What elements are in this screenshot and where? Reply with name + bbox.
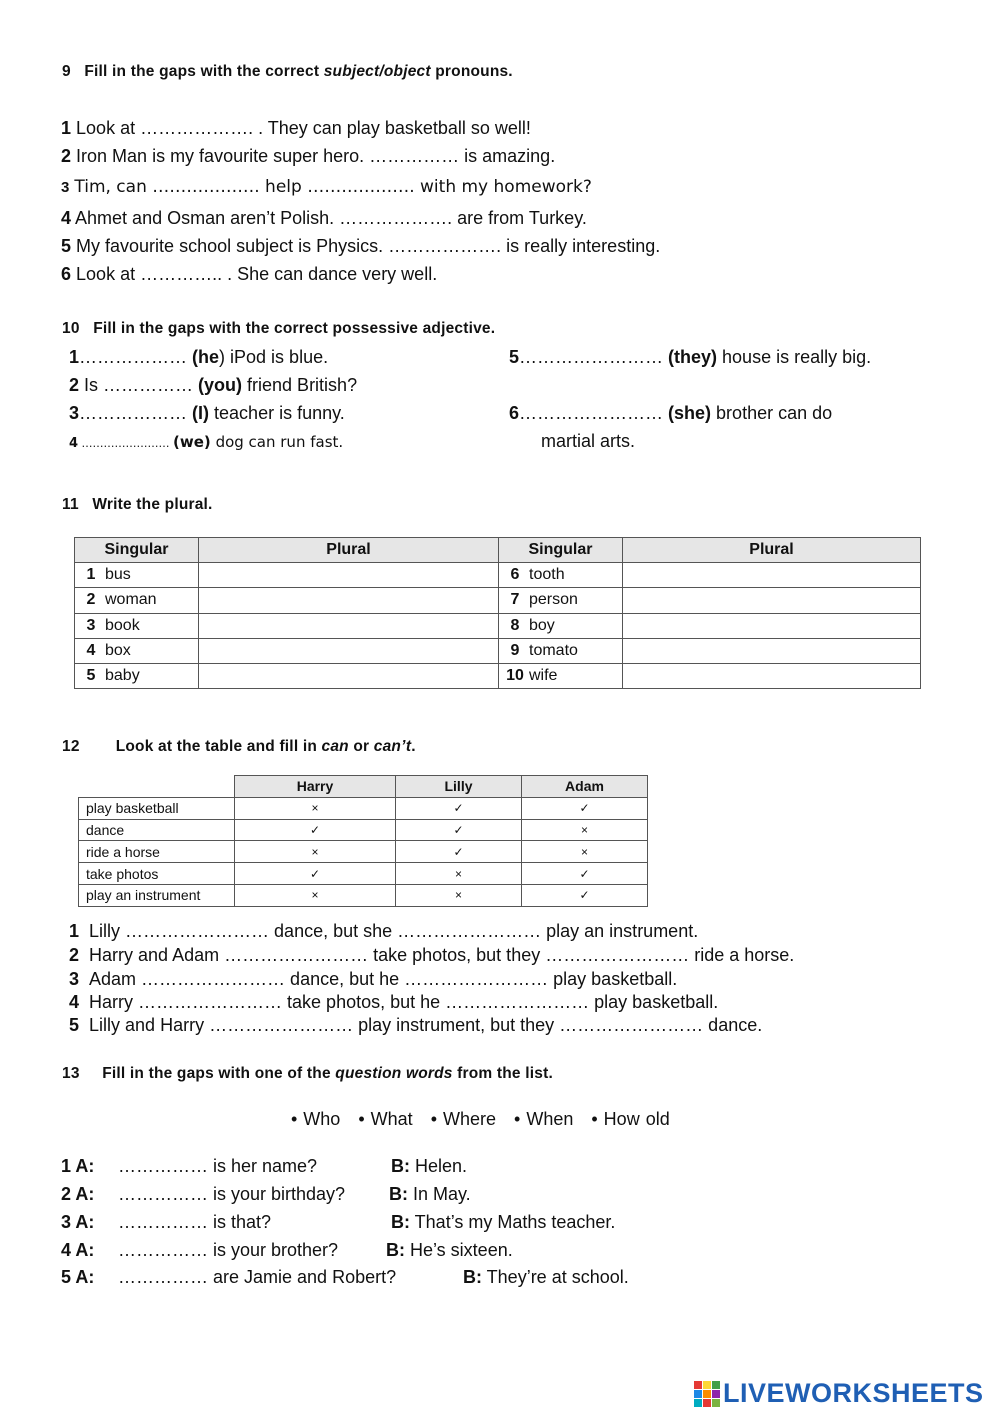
word-who: • Who — [291, 1109, 341, 1129]
ex12-item-3: 3 Adam …………………… dance, but he …………………… play basketball. — [69, 969, 678, 989]
ex9-item-3: 3 Tim, can ………………. help ………………. with my homework? — [61, 177, 592, 197]
plural-answer-5[interactable] — [199, 663, 499, 688]
ex13-title: 13 Fill in the gaps with one of the question words from the list. — [62, 1065, 553, 1082]
plural-table-header: Singular Plural Singular Plural — [75, 538, 921, 563]
plural-answer-2[interactable] — [199, 588, 499, 613]
plural-answer-4[interactable] — [199, 638, 499, 663]
logo-text: LIVEWORKSHEETS — [723, 1378, 984, 1408]
word-when: • When — [514, 1109, 574, 1129]
ex13-a-5: 5 A: — [61, 1267, 95, 1287]
ex13-q-3: …………… is that? — [118, 1212, 272, 1232]
ex9-number: 9 — [62, 63, 71, 80]
plural-answer-8[interactable] — [623, 613, 921, 638]
ex13-q-4: …………… is your brother? — [118, 1240, 339, 1260]
check-icon: ✓ — [235, 819, 396, 841]
ex13-a-4: 4 A: — [61, 1240, 95, 1260]
ex13-q-1: …………… is her name? — [118, 1156, 318, 1176]
check-icon: ✓ — [396, 797, 522, 819]
plural-table — [74, 537, 921, 689]
cross-icon: × — [235, 841, 396, 863]
ex11-title: 11 Write the plural. — [62, 496, 213, 513]
table-row: take photos ✓ × ✓ — [79, 863, 648, 885]
ex12-title: 12 Look at the table and fill in can or can’t. — [62, 738, 416, 755]
ex12-item-1: 1 Lilly …………………… dance, but she …………………… play an instrument. — [69, 921, 699, 941]
ex10-item-6-cont: martial arts. — [541, 431, 636, 451]
check-icon: ✓ — [396, 819, 522, 841]
ex9-item-5: 5 My favourite school subject is Physics. ………………. is really interesting. — [61, 236, 661, 256]
ex13-a-1: 1 A: — [61, 1156, 95, 1176]
table-row: 4 box 9 tomato — [75, 638, 921, 663]
plural-answer-9[interactable] — [623, 638, 921, 663]
ex12-item-2: 2 Harry and Adam …………………… take photos, but they …………………… ride a horse. — [69, 945, 795, 965]
plural-answer-1[interactable] — [199, 563, 499, 588]
ex9-item-1: 1 Look at ………………. . They can play basketball so well! — [61, 118, 531, 138]
cross-icon: × — [396, 863, 522, 885]
cross-icon: × — [235, 884, 396, 906]
table-row: 1 bus 6 tooth — [75, 563, 921, 588]
check-icon: ✓ — [522, 884, 648, 906]
ex13-a-3: 3 A: — [61, 1212, 95, 1232]
cross-icon: × — [396, 884, 522, 906]
plural-answer-7[interactable] — [623, 588, 921, 613]
check-icon: ✓ — [522, 797, 648, 819]
plural-answer-10[interactable] — [623, 663, 921, 688]
ex9-item-4: 4 Ahmet and Osman aren’t Polish. ………………. are from Turkey. — [61, 208, 587, 228]
ex13-b-2: B: In May. — [389, 1184, 471, 1204]
ex10-item-5: 5…………………… (they) house is really big. — [509, 347, 872, 367]
word-what: • What — [358, 1109, 413, 1129]
ex9-item-6: 6 Look at ………….. . She can dance very well. — [61, 264, 438, 284]
cross-icon: × — [522, 819, 648, 841]
cross-icon: × — [522, 841, 648, 863]
check-icon: ✓ — [396, 841, 522, 863]
plural-answer-6[interactable] — [623, 563, 921, 588]
ex13-b-3: B: That’s my Maths teacher. — [391, 1212, 616, 1232]
liveworksheets-logo — [694, 1378, 984, 1409]
check-icon: ✓ — [235, 863, 396, 885]
ex12-item-5: 5 Lilly and Harry …………………… play instrument, but they …………………… dance. — [69, 1015, 763, 1035]
check-icon: ✓ — [522, 863, 648, 885]
ex13-q-5: …………… are Jamie and Robert? — [118, 1267, 397, 1287]
ex10-item-3: 3……………… (I) teacher is funny. — [69, 403, 345, 423]
table-row: 2 woman 7 person — [75, 588, 921, 613]
table-row: play an instrument × × ✓ — [79, 884, 648, 906]
ex13-a-2: 2 A: — [61, 1184, 95, 1204]
table-row: play basketball × ✓ ✓ — [79, 797, 648, 819]
ex12-item-4: 4 Harry …………………… take photos, but he …………………… play basketball. — [69, 992, 719, 1012]
ex13-b-4: B: He’s sixteen. — [386, 1240, 513, 1260]
ex10-item-2: 2 Is …………… (you) friend British? — [69, 375, 358, 395]
table-row: ride a horse × ✓ × — [79, 841, 648, 863]
word-how-old: • How old — [591, 1109, 670, 1129]
table-row: 5 baby 10 wife — [75, 663, 921, 688]
question-word-list — [291, 1109, 670, 1130]
table-row: 3 book 8 boy — [75, 613, 921, 638]
ex13-q-2: …………… is your birthday? — [118, 1184, 346, 1204]
ex9-item-2: 2 Iron Man is my favourite super hero. …………… is amazing. — [61, 146, 556, 166]
ex10-item-4: 4 …………………… (we) dog can run fast. — [69, 433, 344, 451]
ex10-item-1: 1……………… (he) iPod is blue. — [69, 347, 329, 367]
ex10-title: 10 Fill in the gaps with the correct possessive adjective. — [62, 320, 496, 337]
plural-answer-3[interactable] — [199, 613, 499, 638]
ability-table — [78, 775, 648, 907]
ex10-item-6: 6…………………… (she) brother can do — [509, 403, 833, 423]
table-row: dance ✓ ✓ × — [79, 819, 648, 841]
ex13-b-5: B: They’re at school. — [463, 1267, 629, 1287]
ability-table-header: Harry Lilly Adam — [79, 776, 648, 798]
ex9-title: 9 Fill in the gaps with the correct subject/object pronouns. — [62, 63, 513, 80]
word-where: • Where — [430, 1109, 497, 1129]
liveworksheets-logo-icon — [694, 1381, 720, 1407]
ex13-b-1: B: Helen. — [391, 1156, 468, 1176]
cross-icon: × — [235, 797, 396, 819]
